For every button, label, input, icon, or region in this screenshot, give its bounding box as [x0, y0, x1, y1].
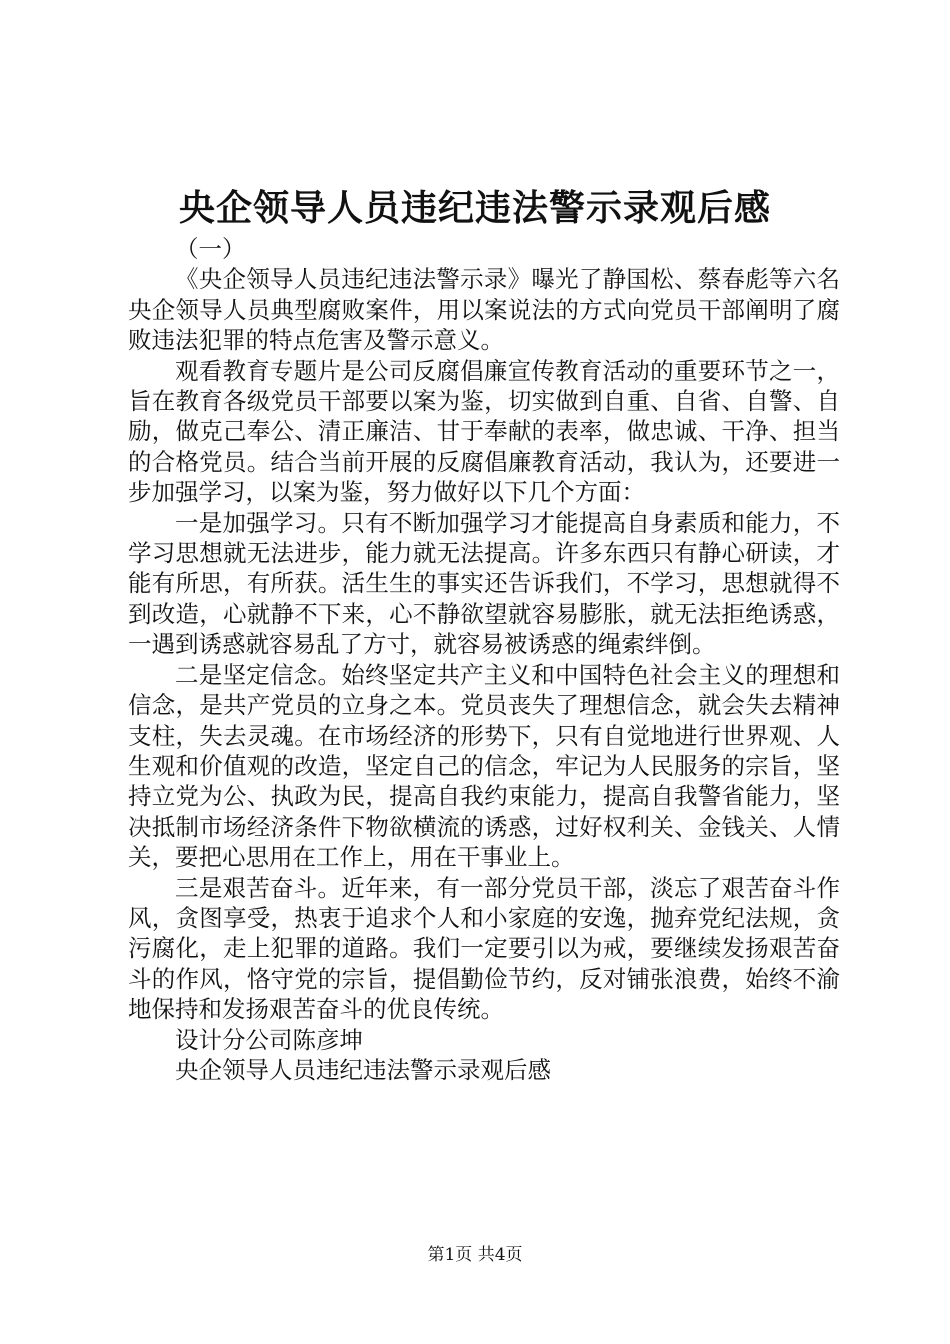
closing-title: 央企领导人员违纪违法警示录观后感	[175, 1055, 551, 1084]
paragraph: 三是艰苦奋斗。近年来，有一部分党员干部，淡忘了艰苦奋斗作风，贪图享受，热衷于追求个人和小家庭的安逸，抛弃党纪法规，贪污腐化，走上犯罪的道路。我们一定要引以为戒，要继续发扬艰苦奋斗的作风，恪守党的宗旨，提倡勤俭节约，反对铺张浪费，始终不渝地保持和发扬艰苦奋斗的优良传统。	[128, 873, 840, 1024]
document-title: 央企领导人员违纪违法警示录观后感	[178, 187, 771, 229]
paragraph: 二是坚定信念。始终坚定共产主义和中国特色社会主义的理想和信念，是共产党员的立身之本。党员丧失了理想信念，就会失去精神支柱，失去灵魂。在市场经济的形势下，只有自觉地进行世界观、人生观和价值观的改造，坚定自己的信念，牢记为人民服务的宗旨，坚持立党为公、执政为民，提高自我约束能力，提高自我警省能力，坚决抵制市场经济条件下物欲横流的诱惑，过好权利关、金钱关、人情关，要把心思用在工作上，用在干事业上。	[128, 660, 840, 872]
signature: 设计分公司陈彦坤	[175, 1025, 363, 1054]
paragraph: 观看教育专题片是公司反腐倡廉宣传教育活动的重要环节之一，旨在教育各级党员干部要以案为鉴，切实做到自重、自省、自警、自励，做克己奉公、清正廉洁、甘于奉献的表率，做忠诚、干净、担当的合格党员。结合当前开展的反腐倡廉教育活动，我认为，还要进一步加强学习，以案为鉴，努力做好以下几个方面：	[128, 356, 840, 507]
paragraph: 《央企领导人员违纪违法警示录》曝光了静国松、蔡春彪等六名央企领导人员典型腐败案件，用以案说法的方式向党员干部阐明了腐败违法犯罪的特点危害及警示意义。	[128, 265, 840, 355]
paragraph: 一是加强学习。只有不断加强学习才能提高自身素质和能力，不学习思想就无法进步，能力就无法提高。许多东西只有静心研读，才能有所思，有所获。活生生的事实还告诉我们，不学习，思想就得不到改造，心就静不下来，心不静欲望就容易膨胀，就无法拒绝诱惑，一遇到诱惑就容易乱了方寸，就容易被诱惑的绳索绊倒。	[128, 508, 840, 659]
page-footer: 第1页 共4页	[427, 1245, 523, 1265]
document-body	[128, 234, 840, 1085]
section-marker: （一）	[175, 235, 246, 263]
